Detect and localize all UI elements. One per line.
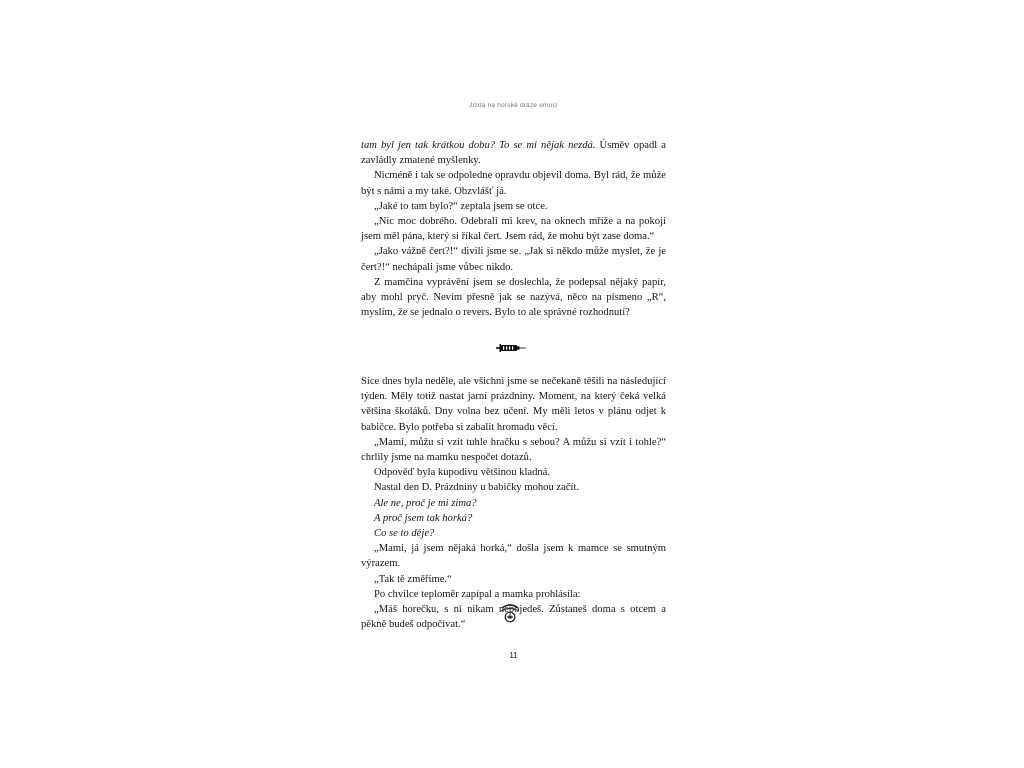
paragraph: „Mami, já jsem nějaká horká,“ došla jsem k mamce se smutným výrazem.	[361, 543, 666, 570]
italic-text: Co se to děje?	[374, 528, 435, 540]
text-section-2	[361, 374, 666, 632]
text-section-1	[361, 138, 666, 320]
running-header: Jízda na horské dráze emocí	[469, 102, 558, 109]
paragraph: „Jaké to tam bylo?“ zeptala jsem se otce.	[374, 200, 548, 212]
paragraph	[361, 511, 666, 526]
publisher-stamp-icon	[499, 602, 521, 623]
paragraph: Z mamčina vyprávění jsem se doslechla, že podepsal nějaký papír, aby mohl pryč. Nevím přesně jak se nazývá, něco na písmeno „R“, myslím, že se jednalo o revers. Bylo to ale správné rozhodnutí?	[361, 276, 666, 319]
paragraph: Sice dnes byla neděle, ale všichni jsme se nečekaně těšili na následující týden. Měly totiž nastat jarní prázdniny. Moment, na který čeká velká většina školáků. Dny volna bez učení. My měli letos v plánu odjet k babičce. Bylo potřeba si zabalit hromadu věcí.	[361, 376, 666, 433]
paragraph: „Nic moc dobrého. Odebrali mi krev, na oknech mříže a na pokoji jsem měl pána, který si říkal čert. Jsem rád, že mohu být zase doma.“	[361, 216, 666, 243]
page-number: 11	[509, 651, 518, 660]
paragraph-text: Úsměv opadl a zavládly zmatené myšlenky.	[361, 140, 666, 167]
paragraph	[361, 526, 666, 541]
paragraph: Nastal den D. Prázdniny u babičky mohou začít.	[374, 482, 580, 494]
syringe-icon	[496, 342, 526, 354]
paragraph: Po chvilce teploměr zapípal a mamka prohlásila:	[374, 588, 581, 600]
paragraph: Nicméně i tak se odpoledne opravdu objevil doma. Byl rád, že může být s námi a my také. Obzvlášť já.	[361, 170, 666, 197]
italic-text: Ale ne, proč je mi zima?	[374, 497, 477, 509]
paragraph: „Máš horečku, s ní nikam nepojedeš. Zůstaneš doma s otcem a pěkně budeš odpočívat.“	[361, 604, 666, 631]
paragraph: „Jako vážně čert?!“ divili jsme se. „Jak si někdo může myslet, že je čert?!“ nechápali jsme vůbec nikdo.	[361, 246, 666, 273]
paragraph: „Tak tě změříme.“	[374, 573, 452, 585]
paragraph	[361, 496, 666, 511]
paragraph: „Mami, můžu si vzít tuhle hračku s sebou? A můžu si vzít i tohle?“ chrlily jsme na mamku nespočet dotazů.	[361, 436, 666, 464]
paragraph	[361, 138, 666, 168]
paragraph: Odpověď byla kupodivu většinou kladná.	[374, 467, 551, 479]
italic-text: tam byl jen tak krátkou dobu? To se mi nějak nezdá.	[361, 140, 596, 151]
italic-text: A proč jsem tak horká?	[374, 512, 473, 524]
